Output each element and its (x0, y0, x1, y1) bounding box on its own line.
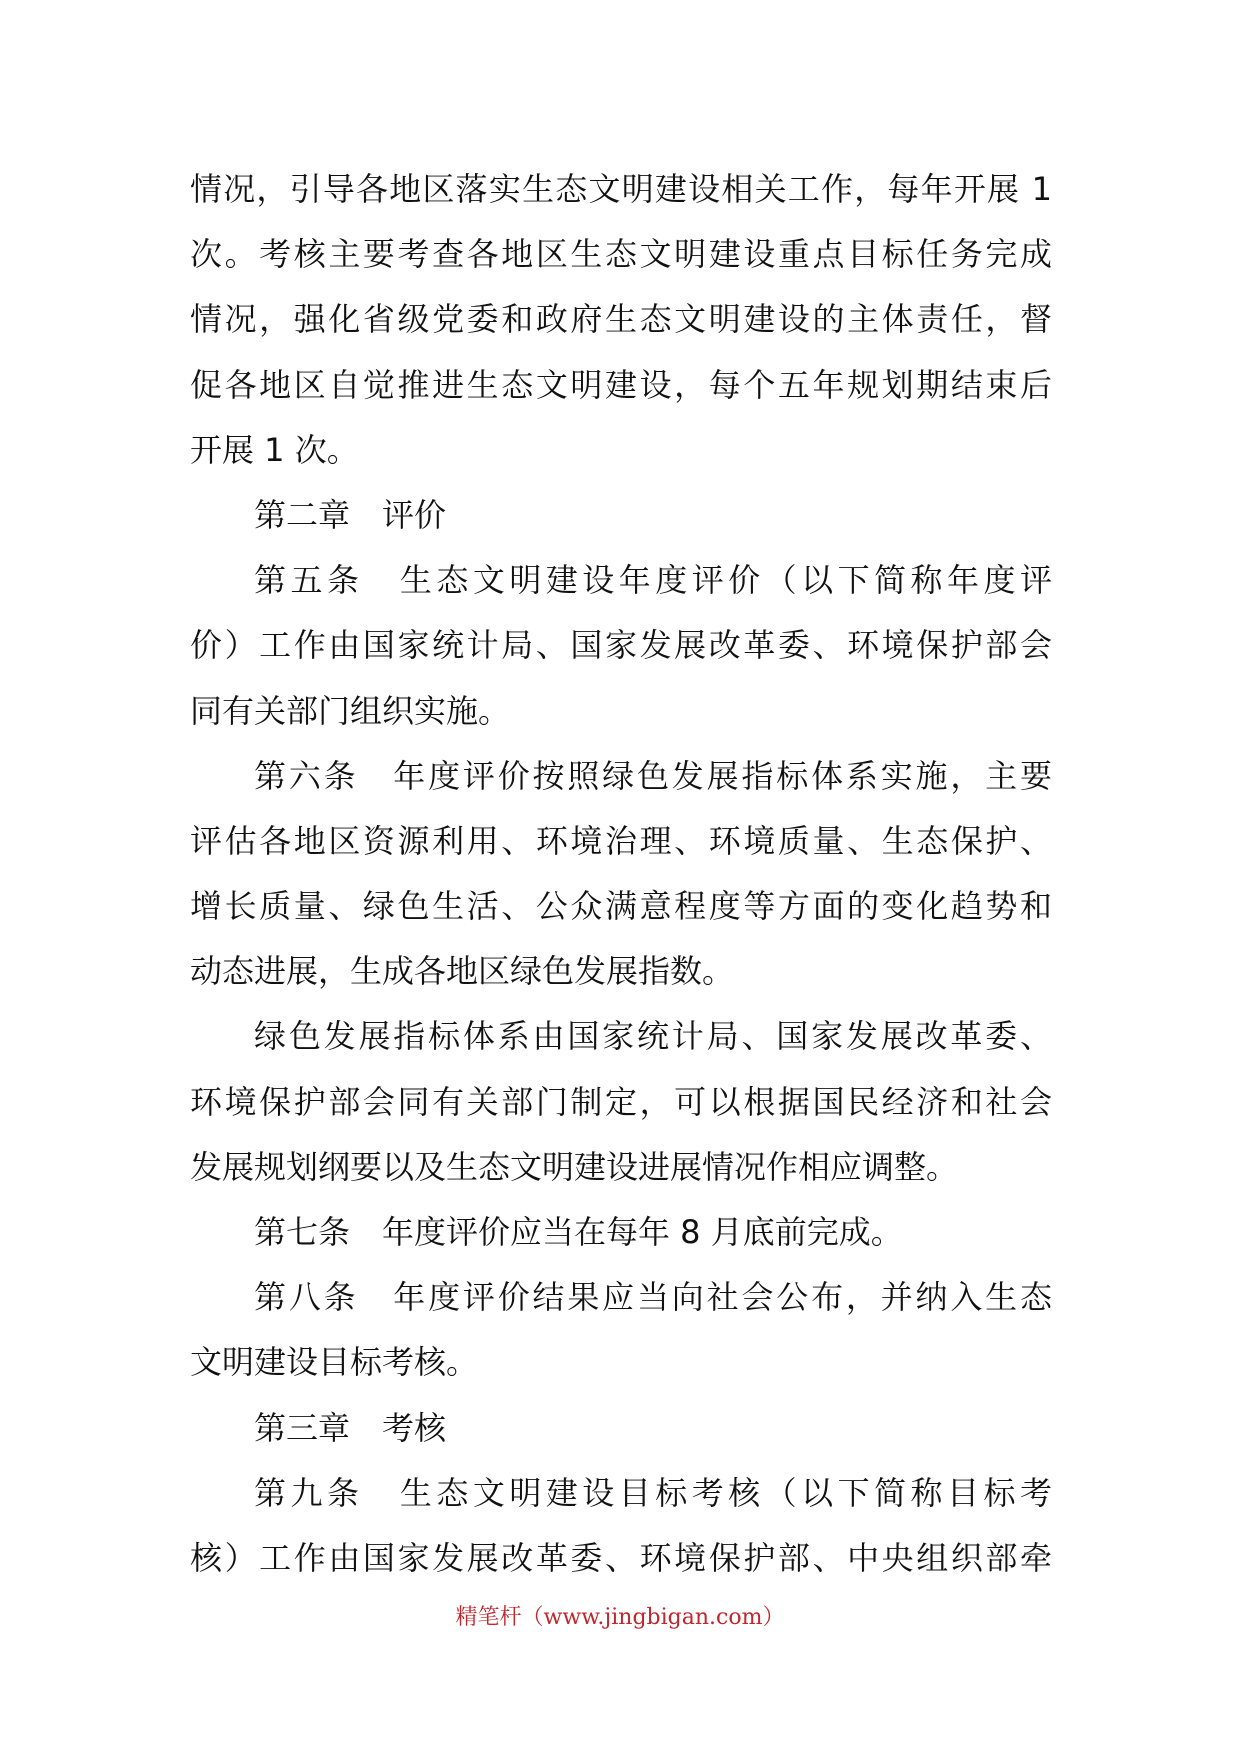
footer-watermark: 精笔杆（www.jingbigan.com） (455, 1605, 785, 1630)
text-line: 次。考核主要考查各地区生态文明建设重点目标任务完成 (190, 235, 1052, 274)
chapter-heading-3: 第三章 考核 (254, 1408, 447, 1447)
text-line: 核）工作由国家发展改革委、环境保护部、中央组织部牵 (190, 1538, 1052, 1577)
article-9-line: 第九条 生态文明建设目标考核（以下简称目标考 (254, 1473, 1052, 1512)
text-line: 动态进展，生成各地区绿色发展指数。 (190, 952, 735, 991)
article-8-line: 第八条 年度评价结果应当向社会公布，并纳入生态 (254, 1278, 1052, 1317)
chapter-heading-2: 第二章 评价 (254, 495, 447, 534)
paragraph-line: 绿色发展指标体系由国家统计局、国家发展改革委、 (254, 1017, 1052, 1056)
text-line: 增长质量、绿色生活、公众满意程度等方面的变化趋势和 (190, 887, 1052, 926)
text-line: 评估各地区资源利用、环境治理、环境质量、生态保护、 (190, 821, 1052, 860)
text-line: 价）工作由国家统计局、国家发展改革委、环境保护部会 (190, 626, 1052, 665)
text-line: 开展 1 次。 (190, 430, 359, 469)
text-line: 情况，引导各地区落实生态文明建设相关工作，每年开展 1 (190, 170, 1052, 208)
article-7-line: 第七条 年度评价应当在每年 8 月底前完成。 (254, 1213, 903, 1251)
text-line: 发展规划纲要以及生态文明建设进展情况作相应调整。 (190, 1147, 959, 1186)
text-line: 同有关部门组织实施。 (190, 691, 511, 730)
article-5-line: 第五条 生态文明建设年度评价（以下简称年度评 (254, 561, 1052, 600)
article-6-line: 第六条 年度评价按照绿色发展指标体系实施，主要 (254, 756, 1052, 795)
text-line: 文明建设目标考核。 (190, 1343, 479, 1382)
document-body (190, 157, 1052, 1591)
text-line: 情况，强化省级党委和政府生态文明建设的主体责任，督 (190, 300, 1052, 339)
text-line: 环境保护部会同有关部门制定，可以根据国民经济和社会 (190, 1082, 1052, 1121)
text-line: 促各地区自觉推进生态文明建设，每个五年规划期结束后 (190, 365, 1052, 404)
